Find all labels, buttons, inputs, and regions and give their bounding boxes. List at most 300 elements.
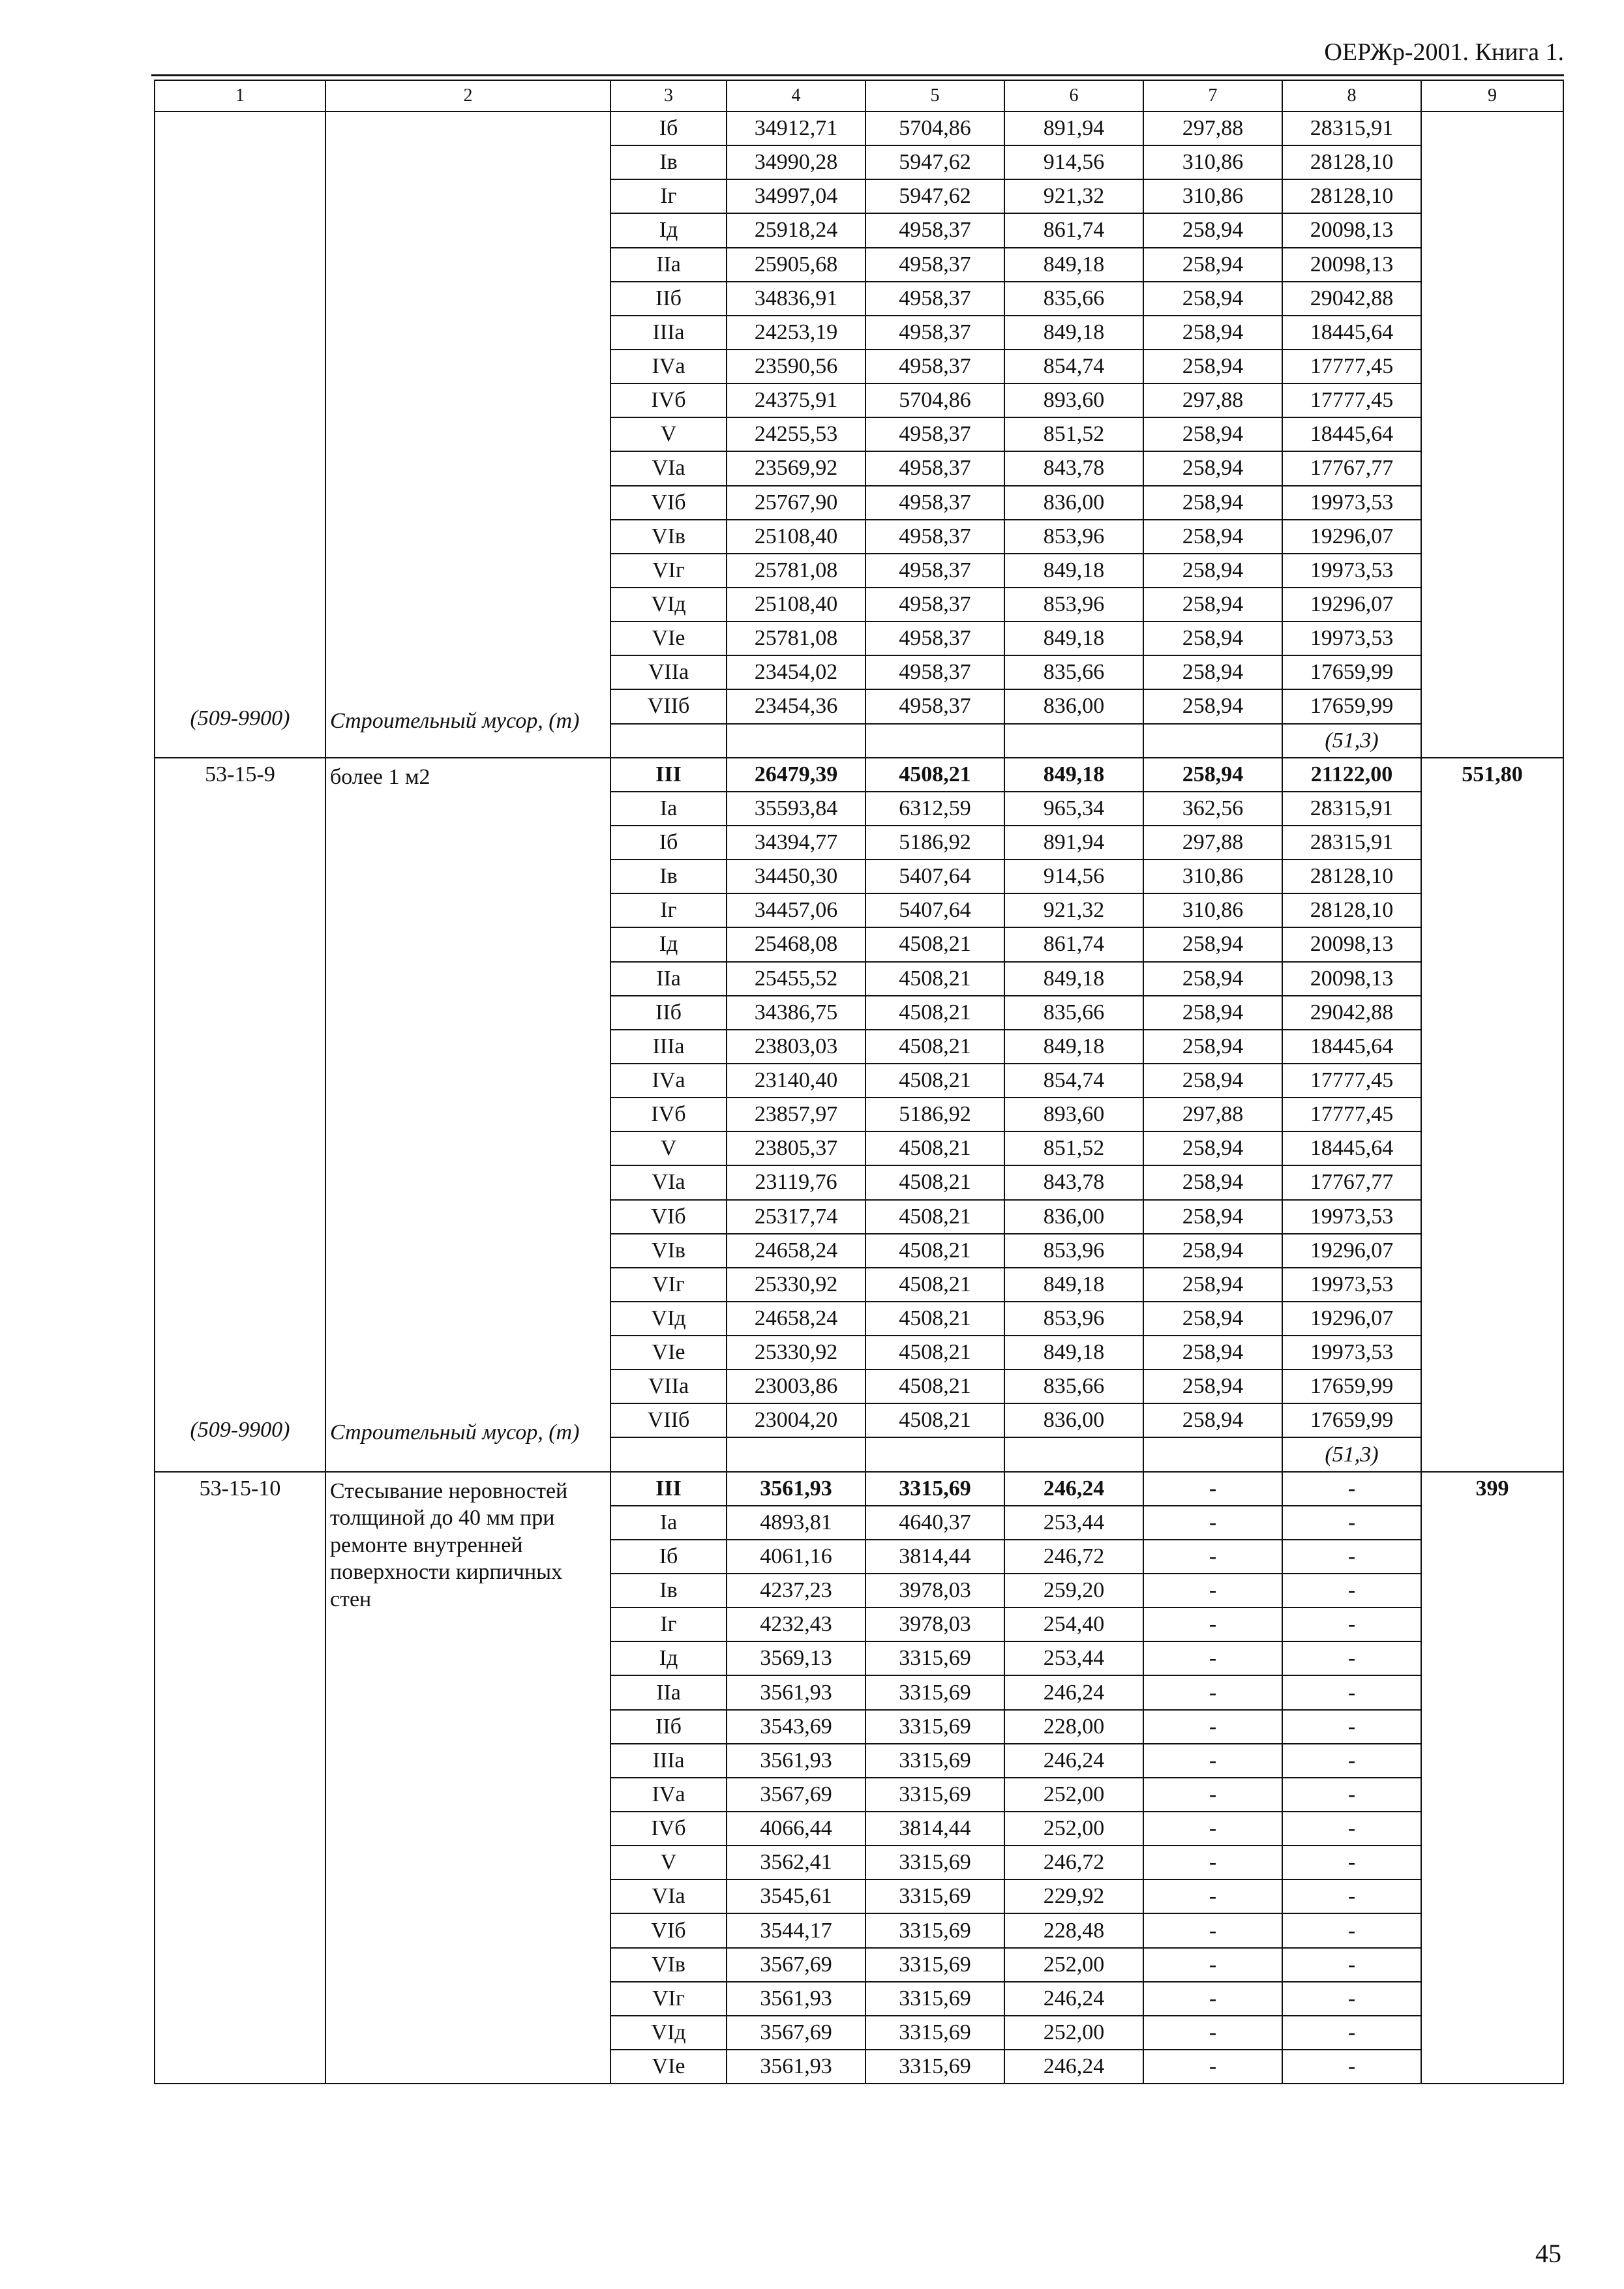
value-cell: - bbox=[1282, 1948, 1421, 1982]
value-cell: 310,86 bbox=[1143, 179, 1282, 213]
value-cell: 3569,13 bbox=[727, 1641, 865, 1675]
value-cell: 258,94 bbox=[1143, 1336, 1282, 1369]
value-cell: 19973,53 bbox=[1282, 486, 1421, 520]
waste-name: Строительный мусор, (т) bbox=[330, 708, 580, 733]
value-cell: 24658,24 bbox=[727, 1302, 865, 1336]
value-cell: 849,18 bbox=[1004, 554, 1143, 588]
value-cell: 24375,91 bbox=[727, 383, 865, 417]
value-cell: 4508,21 bbox=[865, 927, 1004, 961]
value-cell: 4232,43 bbox=[727, 1608, 865, 1641]
value-cell: 17777,45 bbox=[1282, 1064, 1421, 1098]
value-cell: 20098,13 bbox=[1282, 213, 1421, 247]
region-cell: VIб bbox=[610, 1913, 727, 1947]
value-cell: 3814,44 bbox=[865, 1812, 1004, 1846]
value-cell: 258,94 bbox=[1143, 350, 1282, 383]
value-cell: 19973,53 bbox=[1282, 554, 1421, 588]
region-cell: IIIа bbox=[610, 1744, 727, 1778]
value-cell: 4958,37 bbox=[865, 588, 1004, 621]
value-cell: 246,24 bbox=[1004, 1982, 1143, 2016]
value-cell: 23003,86 bbox=[727, 1369, 865, 1403]
value-cell: 3315,69 bbox=[865, 2050, 1004, 2084]
value-cell: 23140,40 bbox=[727, 1064, 865, 1098]
waste-name: Строительный мусор, (т) bbox=[330, 1420, 580, 1444]
value-cell: 3315,69 bbox=[865, 1948, 1004, 1982]
region-cell: VIв bbox=[610, 1234, 727, 1268]
value-cell: 3561,93 bbox=[727, 1982, 865, 2016]
value-cell: 861,74 bbox=[1004, 927, 1143, 961]
column-number: 4 bbox=[727, 80, 865, 112]
value-cell: 4958,37 bbox=[865, 282, 1004, 316]
value-cell: 258,94 bbox=[1143, 1064, 1282, 1098]
empty-cell bbox=[1004, 724, 1143, 758]
page-number: 45 bbox=[1535, 2239, 1561, 2268]
region-cell: VIа bbox=[610, 1165, 727, 1199]
value-cell: - bbox=[1282, 1744, 1421, 1778]
value-cell: - bbox=[1282, 1846, 1421, 1879]
value-cell: 20098,13 bbox=[1282, 248, 1421, 282]
header-rule bbox=[151, 74, 1564, 76]
value-cell: 29042,88 bbox=[1282, 282, 1421, 316]
region-cell: VIа bbox=[610, 451, 727, 485]
value-cell: 921,32 bbox=[1004, 893, 1143, 927]
value-cell: 246,24 bbox=[1004, 1472, 1143, 1506]
value-cell: 34386,75 bbox=[727, 996, 865, 1030]
value-cell: 25108,40 bbox=[727, 520, 865, 554]
value-cell: 4958,37 bbox=[865, 316, 1004, 350]
region-cell: Iб bbox=[610, 112, 727, 145]
value-cell: 5704,86 bbox=[865, 112, 1004, 145]
value-cell: 258,94 bbox=[1143, 655, 1282, 689]
value-cell: 835,66 bbox=[1004, 996, 1143, 1030]
value-cell: 4066,44 bbox=[727, 1812, 865, 1846]
rate-code-cell-inner bbox=[159, 117, 321, 732]
value-cell: 3562,41 bbox=[727, 1846, 865, 1879]
value-cell: 4640,37 bbox=[865, 1506, 1004, 1540]
region-cell: VIв bbox=[610, 1948, 727, 1982]
value-cell: 3315,69 bbox=[865, 1778, 1004, 1812]
value-cell: 891,94 bbox=[1004, 826, 1143, 860]
value-cell: 21122,00 bbox=[1282, 758, 1421, 792]
value-cell: 258,94 bbox=[1143, 1165, 1282, 1199]
empty-cell bbox=[727, 724, 865, 758]
value-cell: 25781,08 bbox=[727, 621, 865, 655]
value-cell: 4958,37 bbox=[865, 554, 1004, 588]
region-cell: Iб bbox=[610, 1540, 727, 1574]
region-cell: IIа bbox=[610, 1675, 727, 1709]
region-cell: V bbox=[610, 1846, 727, 1879]
value-cell: 3315,69 bbox=[865, 1846, 1004, 1879]
value-cell: - bbox=[1143, 1846, 1282, 1879]
region-cell: III bbox=[610, 1472, 727, 1506]
value-cell: 3315,69 bbox=[865, 1913, 1004, 1947]
value-cell: 258,94 bbox=[1143, 588, 1282, 621]
value-cell: 3315,69 bbox=[865, 1879, 1004, 1913]
value-cell: 3561,93 bbox=[727, 1675, 865, 1709]
value-cell: 258,94 bbox=[1143, 1030, 1282, 1064]
value-cell: - bbox=[1282, 1574, 1421, 1608]
value-cell: 252,00 bbox=[1004, 2016, 1143, 2050]
region-cell: IIа bbox=[610, 248, 727, 282]
empty-cell bbox=[1004, 1437, 1143, 1471]
value-cell: 17659,99 bbox=[1282, 1369, 1421, 1403]
value-cell: 258,94 bbox=[1143, 451, 1282, 485]
value-cell: 17659,99 bbox=[1282, 689, 1421, 723]
value-cell: 258,94 bbox=[1143, 1268, 1282, 1302]
region-cell: IVа bbox=[610, 1778, 727, 1812]
value-cell: 17777,45 bbox=[1282, 383, 1421, 417]
value-cell: 861,74 bbox=[1004, 213, 1143, 247]
value-cell: 258,94 bbox=[1143, 689, 1282, 723]
value-cell: 246,24 bbox=[1004, 1744, 1143, 1778]
value-cell: 851,52 bbox=[1004, 1131, 1143, 1165]
value-cell: - bbox=[1143, 1948, 1282, 1982]
value-cell: 25455,52 bbox=[727, 962, 865, 996]
value-cell: 4508,21 bbox=[865, 996, 1004, 1030]
value-cell: 19296,07 bbox=[1282, 1234, 1421, 1268]
value-cell: 24658,24 bbox=[727, 1234, 865, 1268]
value-cell: 17767,77 bbox=[1282, 451, 1421, 485]
value-cell: 258,94 bbox=[1143, 554, 1282, 588]
table-row bbox=[155, 758, 1563, 792]
value-cell: 3561,93 bbox=[727, 1744, 865, 1778]
value-cell: 3544,17 bbox=[727, 1913, 865, 1947]
value-cell: 835,66 bbox=[1004, 1369, 1143, 1403]
value-cell: - bbox=[1143, 1608, 1282, 1641]
value-cell: - bbox=[1143, 2050, 1282, 2084]
value-cell: - bbox=[1143, 2016, 1282, 2050]
value-cell: 35593,84 bbox=[727, 792, 865, 826]
value-cell: 4508,21 bbox=[865, 1131, 1004, 1165]
value-cell: 25330,92 bbox=[727, 1336, 865, 1369]
value-cell: 18445,64 bbox=[1282, 417, 1421, 451]
value-cell: 965,34 bbox=[1004, 792, 1143, 826]
value-cell: 3315,69 bbox=[865, 1744, 1004, 1778]
value-cell: 34394,77 bbox=[727, 826, 865, 860]
value-cell: - bbox=[1143, 1913, 1282, 1947]
value-cell: 23569,92 bbox=[727, 451, 865, 485]
value-cell: 3978,03 bbox=[865, 1574, 1004, 1608]
total-cell: 551,80 bbox=[1421, 758, 1563, 1472]
value-cell: 4508,21 bbox=[865, 1268, 1004, 1302]
value-cell: - bbox=[1282, 1710, 1421, 1744]
value-cell: 4958,37 bbox=[865, 486, 1004, 520]
region-cell: Iг bbox=[610, 893, 727, 927]
work-name-cell-inner bbox=[330, 1478, 606, 2060]
value-cell: 18445,64 bbox=[1282, 316, 1421, 350]
value-cell: 4061,16 bbox=[727, 1540, 865, 1574]
value-cell: 843,78 bbox=[1004, 1165, 1143, 1199]
region-cell: VIв bbox=[610, 520, 727, 554]
value-cell: 4508,21 bbox=[865, 1369, 1004, 1403]
value-cell: 258,94 bbox=[1143, 621, 1282, 655]
column-number: 3 bbox=[610, 80, 727, 112]
value-cell: 853,96 bbox=[1004, 1234, 1143, 1268]
value-cell: 25330,92 bbox=[727, 1268, 865, 1302]
region-cell: III bbox=[610, 758, 727, 792]
value-cell: - bbox=[1282, 1540, 1421, 1574]
value-cell: - bbox=[1143, 1506, 1282, 1540]
region-cell: VIг bbox=[610, 554, 727, 588]
rate-code-cell bbox=[155, 112, 325, 758]
value-cell: 914,56 bbox=[1004, 145, 1143, 179]
value-cell: 297,88 bbox=[1143, 112, 1282, 145]
value-cell: 4958,37 bbox=[865, 248, 1004, 282]
region-cell: V bbox=[610, 1131, 727, 1165]
value-cell: 836,00 bbox=[1004, 1200, 1143, 1234]
region-cell: VIIб bbox=[610, 689, 727, 723]
value-cell: - bbox=[1143, 1675, 1282, 1709]
region-cell: VIа bbox=[610, 1879, 727, 1913]
value-cell: 228,48 bbox=[1004, 1913, 1143, 1947]
region-cell: Iд bbox=[610, 213, 727, 247]
value-cell: 253,44 bbox=[1004, 1641, 1143, 1675]
value-cell: - bbox=[1282, 1812, 1421, 1846]
empty-cell bbox=[865, 724, 1004, 758]
region-cell: Iа bbox=[610, 792, 727, 826]
value-cell: 252,00 bbox=[1004, 1778, 1143, 1812]
value-cell: 246,24 bbox=[1004, 1675, 1143, 1709]
value-cell: 5407,64 bbox=[865, 860, 1004, 893]
region-cell: IVа bbox=[610, 1064, 727, 1098]
region-cell: VIIа bbox=[610, 655, 727, 689]
value-cell: 23454,36 bbox=[727, 689, 865, 723]
value-cell: 28315,91 bbox=[1282, 826, 1421, 860]
value-cell: 849,18 bbox=[1004, 621, 1143, 655]
value-cell: - bbox=[1143, 1710, 1282, 1744]
value-cell: 246,72 bbox=[1004, 1540, 1143, 1574]
region-cell: VIд bbox=[610, 2016, 727, 2050]
value-cell: 5186,92 bbox=[865, 1098, 1004, 1131]
value-cell: 4508,21 bbox=[865, 1030, 1004, 1064]
region-cell: IIб bbox=[610, 1710, 727, 1744]
value-cell: 3561,93 bbox=[727, 2050, 865, 2084]
work-name-cell-inner bbox=[330, 764, 606, 1444]
value-cell: 4508,21 bbox=[865, 1234, 1004, 1268]
work-name-cell-inner bbox=[330, 117, 606, 732]
region-cell: VIб bbox=[610, 486, 727, 520]
value-cell: 19296,07 bbox=[1282, 520, 1421, 554]
value-cell: 4958,37 bbox=[865, 451, 1004, 485]
value-cell: 851,52 bbox=[1004, 417, 1143, 451]
document-header-title: ОЕРЖр-2001. Книга 1. bbox=[1324, 38, 1564, 66]
region-cell: VIд bbox=[610, 588, 727, 621]
value-cell: 34990,28 bbox=[727, 145, 865, 179]
value-cell: 28128,10 bbox=[1282, 179, 1421, 213]
value-cell: 3567,69 bbox=[727, 1948, 865, 1982]
waste-code: (509-9900) bbox=[190, 1417, 290, 1442]
value-cell: 23004,20 bbox=[727, 1403, 865, 1437]
work-name: Стесывание неровностей толщиной до 40 мм при ремонте внутренней поверхности кирпичных стен bbox=[330, 1478, 568, 1611]
value-cell: 28315,91 bbox=[1282, 112, 1421, 145]
column-number-row bbox=[155, 80, 1563, 112]
value-cell: 3543,69 bbox=[727, 1710, 865, 1744]
value-cell: 19296,07 bbox=[1282, 1302, 1421, 1336]
value-cell: 310,86 bbox=[1143, 893, 1282, 927]
value-cell: 836,00 bbox=[1004, 486, 1143, 520]
region-cell: Iв bbox=[610, 1574, 727, 1608]
value-cell: - bbox=[1282, 1608, 1421, 1641]
work-name-cell bbox=[325, 112, 610, 758]
empty-cell bbox=[865, 1437, 1004, 1471]
value-cell: - bbox=[1143, 1982, 1282, 2016]
value-cell: 5407,64 bbox=[865, 893, 1004, 927]
rate-code-cell-inner bbox=[159, 764, 321, 1444]
value-cell: 4958,37 bbox=[865, 689, 1004, 723]
value-cell: 849,18 bbox=[1004, 248, 1143, 282]
value-cell: 4508,21 bbox=[865, 962, 1004, 996]
empty-cell bbox=[1143, 724, 1282, 758]
region-cell: Iв bbox=[610, 145, 727, 179]
value-cell: 849,18 bbox=[1004, 1030, 1143, 1064]
value-cell: 4508,21 bbox=[865, 1165, 1004, 1199]
value-cell: 3978,03 bbox=[865, 1608, 1004, 1641]
value-cell: 254,40 bbox=[1004, 1608, 1143, 1641]
value-cell: 258,94 bbox=[1143, 1131, 1282, 1165]
work-name-cell bbox=[325, 758, 610, 1472]
value-cell: 258,94 bbox=[1143, 1200, 1282, 1234]
value-cell: 849,18 bbox=[1004, 962, 1143, 996]
value-cell: 3315,69 bbox=[865, 1710, 1004, 1744]
region-cell: VIе bbox=[610, 2050, 727, 2084]
value-cell: 34450,30 bbox=[727, 860, 865, 893]
value-cell: 19973,53 bbox=[1282, 621, 1421, 655]
value-cell: 20098,13 bbox=[1282, 927, 1421, 961]
value-cell: 258,94 bbox=[1143, 1369, 1282, 1403]
rate-code: 53-15-9 bbox=[205, 762, 275, 786]
value-cell: 258,94 bbox=[1143, 213, 1282, 247]
value-cell: 23805,37 bbox=[727, 1131, 865, 1165]
value-cell: 836,00 bbox=[1004, 689, 1143, 723]
value-cell: 28128,10 bbox=[1282, 893, 1421, 927]
rate-code-cell bbox=[155, 1472, 325, 2084]
value-cell: 258,94 bbox=[1143, 486, 1282, 520]
value-cell: - bbox=[1282, 1913, 1421, 1947]
value-cell: 3315,69 bbox=[865, 1472, 1004, 1506]
value-cell: 5704,86 bbox=[865, 383, 1004, 417]
region-cell: IIб bbox=[610, 282, 727, 316]
value-cell: 28128,10 bbox=[1282, 145, 1421, 179]
value-cell: 3315,69 bbox=[865, 2016, 1004, 2050]
region-cell: Iг bbox=[610, 179, 727, 213]
value-cell: - bbox=[1143, 1812, 1282, 1846]
value-cell: - bbox=[1282, 1641, 1421, 1675]
value-cell: 19973,53 bbox=[1282, 1268, 1421, 1302]
value-cell: - bbox=[1143, 1744, 1282, 1778]
value-cell: 258,94 bbox=[1143, 758, 1282, 792]
value-cell: 28315,91 bbox=[1282, 792, 1421, 826]
value-cell: 19296,07 bbox=[1282, 588, 1421, 621]
value-cell: 259,20 bbox=[1004, 1574, 1143, 1608]
value-cell: 3567,69 bbox=[727, 1778, 865, 1812]
table-row bbox=[155, 112, 1563, 145]
value-cell: 297,88 bbox=[1143, 383, 1282, 417]
value-cell: 835,66 bbox=[1004, 282, 1143, 316]
value-cell: 258,94 bbox=[1143, 248, 1282, 282]
value-cell: 228,00 bbox=[1004, 1710, 1143, 1744]
region-cell: IIIа bbox=[610, 316, 727, 350]
value-cell: 849,18 bbox=[1004, 1336, 1143, 1369]
value-cell: 853,96 bbox=[1004, 588, 1143, 621]
value-cell: 19973,53 bbox=[1282, 1200, 1421, 1234]
value-cell: 843,78 bbox=[1004, 451, 1143, 485]
region-cell: IIб bbox=[610, 996, 727, 1030]
value-cell: 297,88 bbox=[1143, 1098, 1282, 1131]
value-cell: 17659,99 bbox=[1282, 1403, 1421, 1437]
region-cell: Iб bbox=[610, 826, 727, 860]
rate-code-cell-inner bbox=[159, 1478, 321, 2060]
value-cell: 853,96 bbox=[1004, 520, 1143, 554]
column-number: 7 bbox=[1143, 80, 1282, 112]
value-cell: - bbox=[1143, 1879, 1282, 1913]
empty-cell bbox=[610, 1437, 727, 1471]
value-cell: 24253,19 bbox=[727, 316, 865, 350]
column-number: 8 bbox=[1282, 80, 1421, 112]
value-cell: - bbox=[1282, 1879, 1421, 1913]
value-cell: - bbox=[1282, 1778, 1421, 1812]
empty-cell bbox=[1143, 1437, 1282, 1471]
value-cell: 297,88 bbox=[1143, 826, 1282, 860]
value-cell: 25905,68 bbox=[727, 248, 865, 282]
value-cell: 23857,97 bbox=[727, 1098, 865, 1131]
value-cell: 246,24 bbox=[1004, 2050, 1143, 2084]
value-cell: 3315,69 bbox=[865, 1675, 1004, 1709]
value-cell: 258,94 bbox=[1143, 316, 1282, 350]
value-cell: 849,18 bbox=[1004, 1268, 1143, 1302]
value-cell: 893,60 bbox=[1004, 1098, 1143, 1131]
waste-value-cell: (51,3) bbox=[1282, 1437, 1421, 1471]
value-cell: 4508,21 bbox=[865, 1064, 1004, 1098]
value-cell: - bbox=[1143, 1540, 1282, 1574]
region-cell: IVб bbox=[610, 1098, 727, 1131]
rate-code-cell bbox=[155, 758, 325, 1472]
column-number: 5 bbox=[865, 80, 1004, 112]
value-cell: 4508,21 bbox=[865, 758, 1004, 792]
value-cell: 4508,21 bbox=[865, 1200, 1004, 1234]
value-cell: 23803,03 bbox=[727, 1030, 865, 1064]
value-cell: 3315,69 bbox=[865, 1982, 1004, 2016]
value-cell: - bbox=[1143, 1472, 1282, 1506]
value-cell: 23454,02 bbox=[727, 655, 865, 689]
value-cell: 24255,53 bbox=[727, 417, 865, 451]
value-cell: 25108,40 bbox=[727, 588, 865, 621]
value-cell: 18445,64 bbox=[1282, 1131, 1421, 1165]
value-cell: 258,94 bbox=[1143, 962, 1282, 996]
value-cell: 4508,21 bbox=[865, 1403, 1004, 1437]
value-cell: 258,94 bbox=[1143, 927, 1282, 961]
value-cell: 17777,45 bbox=[1282, 350, 1421, 383]
region-cell: VIе bbox=[610, 621, 727, 655]
value-cell: 258,94 bbox=[1143, 996, 1282, 1030]
value-cell: 229,92 bbox=[1004, 1879, 1143, 1913]
region-cell: IIа bbox=[610, 962, 727, 996]
region-cell: Iв bbox=[610, 860, 727, 893]
value-cell: 3545,61 bbox=[727, 1879, 865, 1913]
value-cell: - bbox=[1143, 1574, 1282, 1608]
value-cell: - bbox=[1143, 1778, 1282, 1812]
empty-cell bbox=[727, 1437, 865, 1471]
work-name-cell bbox=[325, 1472, 610, 2084]
value-cell: 34836,91 bbox=[727, 282, 865, 316]
value-cell: 836,00 bbox=[1004, 1403, 1143, 1437]
value-cell: - bbox=[1282, 2050, 1421, 2084]
value-cell: 3315,69 bbox=[865, 1641, 1004, 1675]
value-cell: 914,56 bbox=[1004, 860, 1143, 893]
value-cell: 25918,24 bbox=[727, 213, 865, 247]
value-cell: 4508,21 bbox=[865, 1336, 1004, 1369]
value-cell: 362,56 bbox=[1143, 792, 1282, 826]
value-cell: 17777,45 bbox=[1282, 1098, 1421, 1131]
value-cell: 921,32 bbox=[1004, 179, 1143, 213]
